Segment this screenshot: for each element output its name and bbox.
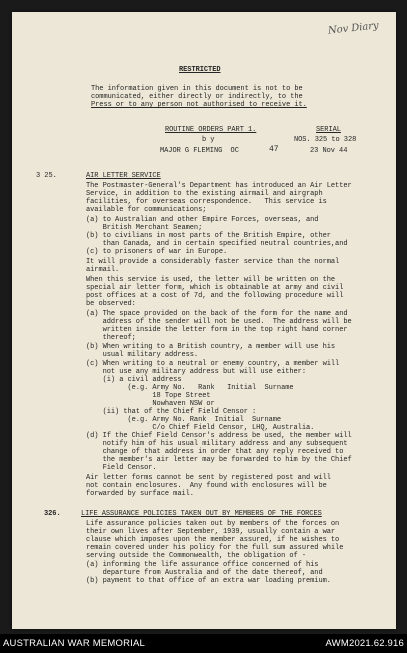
body-line: available for communications; <box>86 206 207 214</box>
body-line: Nowhaven NSW or <box>86 400 215 408</box>
body-line: (b) When writing to a British country, a member will use his <box>86 343 336 351</box>
body-line: C/o Chief Field Censor, LHQ, Australia. <box>86 424 315 432</box>
item-number: 3 25. <box>36 172 57 180</box>
orders-date: 23 Nov 44 <box>310 147 348 155</box>
body-line: clause which imposes upon the member assured, if he wishes to <box>86 536 340 544</box>
body-line: Service, in addition to the existing airmail and airgraph <box>86 190 323 198</box>
warning-line: Press or to any person not authorised to receive it. <box>91 101 307 109</box>
body-line: (a) informing the life assurance office concerned of his <box>86 561 319 569</box>
body-line: (b) payment to that office of an extra war loading premium. <box>86 577 331 585</box>
body-line: Field Censor. <box>86 464 157 472</box>
body-line: (i) a civil address <box>86 376 182 384</box>
body-line: facilities, for overseas correspondence. This service is <box>86 198 327 206</box>
body-line: (e.g. Army No. Rank Initial Surname <box>86 416 282 424</box>
body-line: It will provide a considerably faster service than the normal <box>86 258 340 266</box>
body-line: (c) to prisoners of war in Europe. <box>86 248 228 256</box>
body-line: airmail. <box>86 266 120 274</box>
item-number: 326. <box>44 510 61 518</box>
body-line: 18 Tope Street <box>86 392 211 400</box>
body-line: serving outside the Commonwealth, the obligation of - <box>86 552 306 560</box>
body-line: The Postmaster-General's Department has introduced an Air Letter <box>86 182 352 190</box>
footer-accession: AWM2021.62.916 <box>325 638 404 649</box>
orders-title: ROUTINE ORDERS PART 1. <box>165 126 257 134</box>
footer-bar <box>0 634 407 653</box>
body-line: their own lives after September, 1939, usually contain a war <box>86 528 336 536</box>
body-line: address of the sender will not be used. The address will be <box>86 318 352 326</box>
body-line: (b) to civilians in most parts of the British Empire, other <box>86 232 331 240</box>
body-line: special air letter form, which is obtainable at army and civil <box>86 284 344 292</box>
warning-line: communicated, either directly or indirectly, to the <box>91 93 303 101</box>
item-title: AIR LETTER SERVICE <box>86 172 161 180</box>
body-line: not use any military address but will use either: <box>86 368 306 376</box>
body-line: the member's air letter may be forwarded to him by the Chief <box>86 456 352 464</box>
body-line: not contain enclosures. Any found with enclosures will be <box>86 482 327 490</box>
footer-collection: AUSTRALIAN WAR MEMORIAL <box>3 638 146 649</box>
body-line: Air letter forms cannot be sent by registered post and will <box>86 474 331 482</box>
body-line: departure from Australia and of the date thereof, and <box>86 569 323 577</box>
warning-line: The information given in this document is not to be <box>91 85 303 93</box>
body-line: (a) to Australian and other Empire Forces, overseas, and <box>86 216 319 224</box>
body-line: forwarded by surface mail. <box>86 490 194 498</box>
classification-label: RESTRICTED <box>179 66 221 74</box>
document-page <box>12 12 396 629</box>
item-title: LIFE ASSURANCE POLICIES TAKEN OUT BY MEMBERS OF THE FORCES <box>81 510 322 518</box>
serial-numbers: NOS. 325 to 328 <box>294 136 357 144</box>
orders-author: MAJOR G FLEMING OC <box>160 147 239 155</box>
body-line: thereof; <box>86 334 136 342</box>
body-line: be observed: <box>86 300 136 308</box>
body-line: notify him of his usual military address and any subsequent <box>86 440 348 448</box>
body-line: (e.g. Army No. Rank Initial Surname <box>86 384 294 392</box>
body-line: When this service is used, the letter will be written on the <box>86 276 336 284</box>
orders-unit: 47 <box>269 145 279 154</box>
handwritten-note: Nov Diary <box>327 20 380 37</box>
body-line: written inside the letter form in the top right hand corner <box>86 326 348 334</box>
body-line: Life assurance policies taken out by members of the forces on <box>86 520 340 528</box>
orders-by: b y <box>202 136 215 144</box>
body-line: (d) If the Chief Field Censor's address be used, the member will <box>86 432 352 440</box>
body-line: change of that address in order that any reply received to <box>86 448 344 456</box>
body-line: remain covered under his policy for the full sum assured while <box>86 544 344 552</box>
body-line: (ii) that of the Chief Field Censor : <box>86 408 257 416</box>
body-line: usual military address. <box>86 351 199 359</box>
body-line: (a) The space provided on the back of the form for the name and <box>86 310 348 318</box>
body-line: than Canada, and in certain specified neutral countries,and <box>86 240 348 248</box>
serial-label: SERIAL <box>316 126 341 134</box>
body-line: post offices at a cost of 7d, and the following procedure will <box>86 292 344 300</box>
body-line: (c) When writing to a neutral or enemy country, a member will <box>86 360 340 368</box>
body-line: British Merchant Seamen; <box>86 224 203 232</box>
